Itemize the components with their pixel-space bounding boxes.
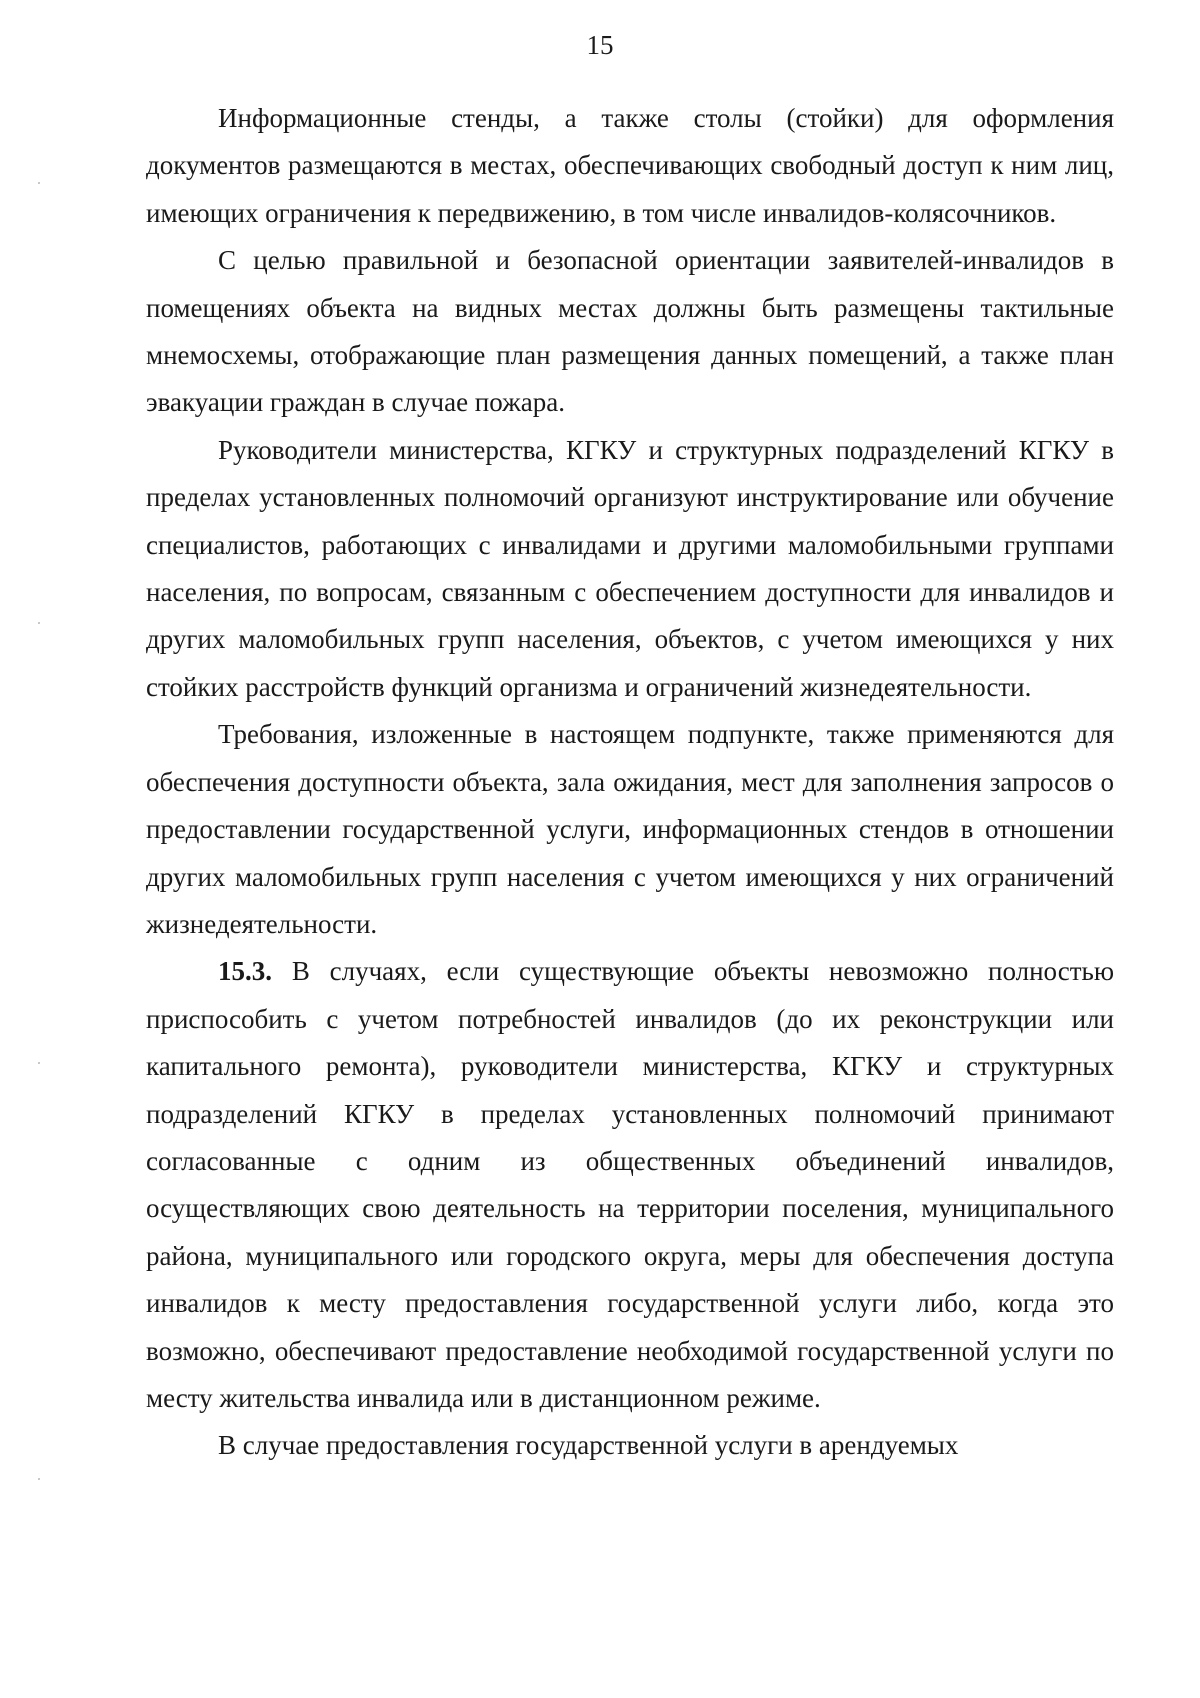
paragraph-text: Информационные стенды, а также столы (стойки) для оформления документов размещаются в местах, обеспечивающих свободный доступ к ним лиц, имеющих ограничения к передвижению, в том числе инвалидов-колясочников. <box>146 103 1114 228</box>
body-text <box>146 95 1114 1470</box>
section-number: 15.3. <box>218 956 272 987</box>
margin-speck <box>38 182 40 184</box>
page-number: 15 <box>586 30 614 60</box>
paragraph-text: Руководители министерства, КГКУ и структурных подразделений КГКУ в пределах установленных полномочий организуют инструктирование или обучение специалистов, работающих с инвалидами и другими маломобильными группами населения, по вопросам, связанным с обеспечением доступности для инвалидов и других маломобильных групп населения, объектов, с учетом имеющихся у них стойких расстройств функций организма и ограничений жизнедеятельности. <box>146 434 1114 702</box>
paragraph-rented-premises <box>146 1422 1114 1469</box>
margin-speck <box>38 622 40 624</box>
paragraph-text: Требования, изложенные в настоящем подпункте, также применяются для обеспечения доступности объекта, зала ожидания, мест для заполнения запросов о предоставлении государственной услуги, информационных стендов в отношении других маломобильных групп населения с учетом имеющихся у них ограничений жизнедеятельности. <box>146 719 1114 939</box>
margin-speck <box>38 1478 40 1480</box>
margin-speck <box>38 1062 40 1064</box>
paragraph-tactile-schemes <box>146 237 1114 427</box>
paragraph-text: В случае предоставления государственной услуги в арендуемых <box>218 1430 959 1461</box>
paragraph-text: В случаях, если существующие объекты невозможно полностью приспособить с учетом потребностей инвалидов (до их реконструкции или капитального ремонта), руководители министерства, КГКУ и структурных подразделений КГКУ в пределах установленных полномочий принимают согласованные с одним из общественных объединений инвалидов, осуществляющих свою деятельность на территории поселения, муниципального района, муниципального или городского округа, меры для обеспечения доступа инвалидов к месту предоставления государственной услуги либо, когда это возможно, обеспечивают предоставление необходимой государственной услуги по месту жительства инвалида или в дистанционном режиме. <box>146 956 1114 1413</box>
paragraph-section-15-3 <box>146 948 1114 1422</box>
paragraph-text: С целью правильной и безопасной ориентации заявителей-инвалидов в помещениях объекта на видных местах должны быть размещены тактильные мнемосхемы, отображающие план размещения данных помещений, а также план эвакуации граждан в случае пожара. <box>146 245 1114 418</box>
paragraph-info-stands <box>146 95 1114 237</box>
paragraph-staff-training <box>146 427 1114 711</box>
paragraph-requirements <box>146 711 1114 948</box>
